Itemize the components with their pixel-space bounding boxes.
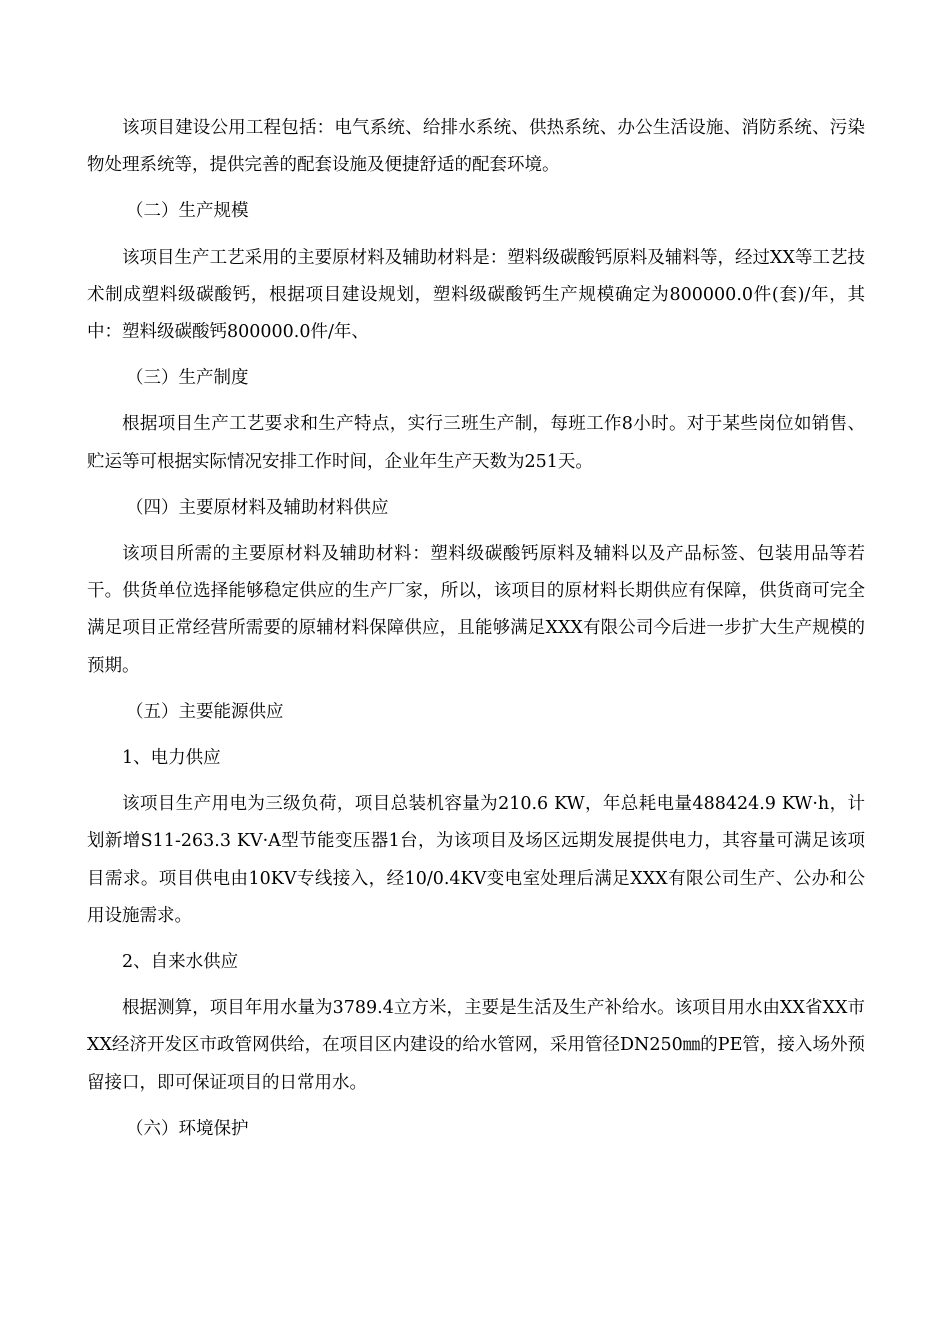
section-heading-energy-supply: （五）主要能源供应 xyxy=(126,701,284,722)
paragraph-production-scale: 该项目生产工艺采用的主要原材料及辅助材料是：塑料级碳酸钙原料及辅料等，经过XX等工艺技术制成塑料级碳酸钙，根据项目建设规划，塑料级碳酸钙生产规模确定为800000.0件(套)/年，其中：塑料级碳酸钙800000.0件/年、 xyxy=(87,247,865,343)
section-heading-production-scale: （二）生产规模 xyxy=(126,201,249,222)
section-heading-materials-supply: （四）主要原材料及辅助材料供应 xyxy=(126,497,389,518)
subheading-water-supply: 2、自来水供应 xyxy=(122,952,239,973)
paragraph-public-works: 该项目建设公用工程包括：电气系统、给排水系统、供热系统、办公生活设施、消防系统、污染物处理系统等，提供完善的配套设施及便捷舒适的配套环境。 xyxy=(87,118,865,176)
section-heading-production-system: （三）生产制度 xyxy=(126,368,249,389)
paragraph-materials-supply: 该项目所需的主要原材料及辅助材料：塑料级碳酸钙原料及辅料以及产品标签、包装用品等若干。供货单位选择能够稳定供应的生产厂家，所以，该项目的原材料长期供应有保障，供货商可完全满足项目正常经营所需要的原辅材料保障供应，且能够满足XXX有限公司今后进一步扩大生产规模的预期。 xyxy=(87,544,865,676)
document-page xyxy=(87,110,865,1148)
paragraph-power-supply: 该项目生产用电为三级负荷，项目总装机容量为210.6 KW，年总耗电量488424.9 KW·h，计划新增S11-263.3 KV·A型节能变压器1台，为该项目及场区远期发展提供电力，其容量可满足该项目需求。项目供电由10KV专线接入，经10/0.4KV变电室处理后满足XXX有限公司生产、公办和公用设施需求。 xyxy=(87,794,865,926)
subheading-power-supply: 1、电力供应 xyxy=(122,748,221,769)
paragraph-production-system: 根据项目生产工艺要求和生产特点，实行三班生产制，每班工作8小时。对于某些岗位如销售、贮运等可根据实际情况安排工作时间，企业年生产天数为251天。 xyxy=(87,414,865,472)
section-heading-environmental-protection: （六）环境保护 xyxy=(126,1118,249,1139)
paragraph-water-supply: 根据测算，项目年用水量为3789.4立方米，主要是生活及生产补给水。该项目用水由XX省XX市XX经济开发区市政管网供给，在项目区内建设的给水管网，采用管径DN250㎜的PE管，接入场外预留接口，即可保证项目的日常用水。 xyxy=(87,998,865,1093)
